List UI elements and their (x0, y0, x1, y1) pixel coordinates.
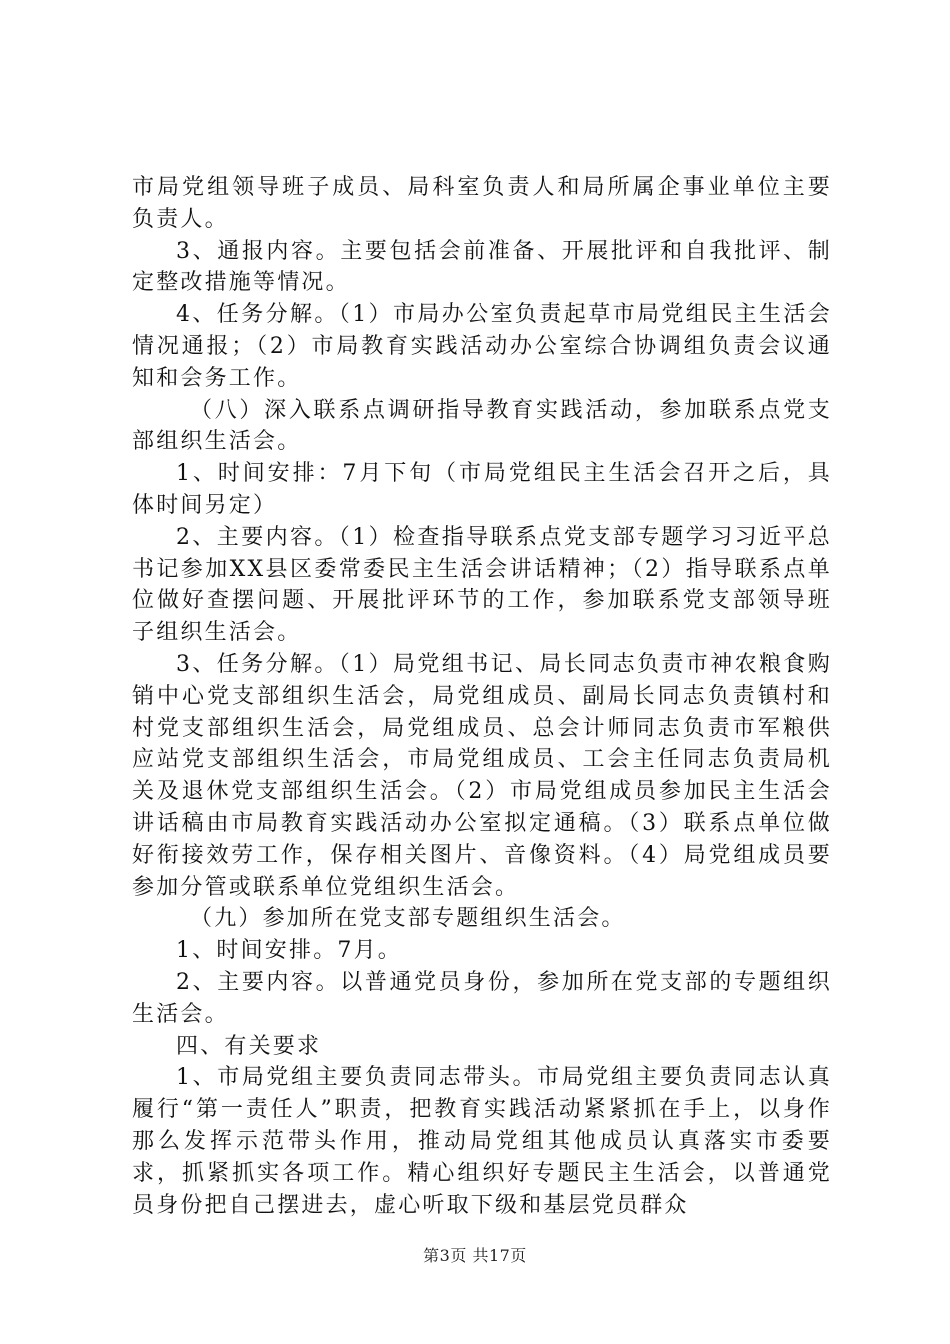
paragraph-main-content-1: 2、主要内容。（1）检查指导联系点党支部专题学习习近平总书记参加XX县区委常委民主生活会讲话精神；（2）指导联系点单位做好查摆问题、开展批评环节的工作，参加联系党支部领导班子组织生活会。 (132, 524, 832, 646)
page-number-footer: 第3页 共17页 (423, 1246, 527, 1265)
paragraph-requirement-1: 1、市局党组主要负责同志带头。市局党组主要负责同志认真履行“第一责任人”职责，把教育实践活动紧紧抓在手上，以身作那么发挥示范带头作用，推动局党组其他成员认真落实市委要求，抓紧抓实各项工作。精心组织好专题民主生活会，以普通党员身份把自己摆进去，虚心听取下级和基层党员群众 (132, 1065, 832, 1218)
paragraph-time-arrangement-1: 1、时间安排：7月下旬（市局党组民主生活会召开之后，具体时间另定） (132, 461, 832, 518)
paragraph-task-division-1: 4、任务分解。（1）市局办公室负责起草市局党组民主生活会情况通报；（2）市局教育实践活动办公室综合协调组负责会议通知和会务工作。 (132, 302, 832, 391)
paragraph-time-arrangement-2: 1、时间安排。7月。 (176, 938, 402, 964)
paragraph-report-content: 3、通报内容。主要包括会前准备、开展批评和自我批评、制定整改措施等情况。 (132, 238, 832, 296)
section-heading-8: （八）深入联系点调研指导教育实践活动，参加联系点党支部组织生活会。 (132, 397, 832, 455)
section-heading-9: （九）参加所在党支部专题组织生活会。 (190, 906, 626, 932)
paragraph-main-content-2: 2、主要内容。以普通党员身份，参加所在党支部的专题组织生活会。 (132, 969, 832, 1027)
document-body (132, 172, 832, 1221)
paragraph-attendees-continued: 市局党组领导班子成员、局科室负责人和局所属企事业单位主要负责人。 (132, 175, 832, 232)
paragraph-task-division-2: 3、任务分解。（1）局党组书记、局长同志负责市神农粮食购销中心党支部组织生活会，局党组成员、副局长同志负责镇村和村党支部组织生活会，局党组成员、总会计师同志负责市军粮供应站党支部组织生活会，市局党组成员、工会主任同志负责局机关及退休党支部组织生活会。（2）市局党组成员参加民主生活会讲话稿由市局教育实践活动办公室拟定通稿。（3）联系点单位做好衔接效劳工作，保存相关图片、音像资料。（4）局党组成员要参加分管或联系单位党组织生活会。 (132, 651, 832, 900)
section-heading-requirements: 四、有关要求 (176, 1033, 322, 1059)
